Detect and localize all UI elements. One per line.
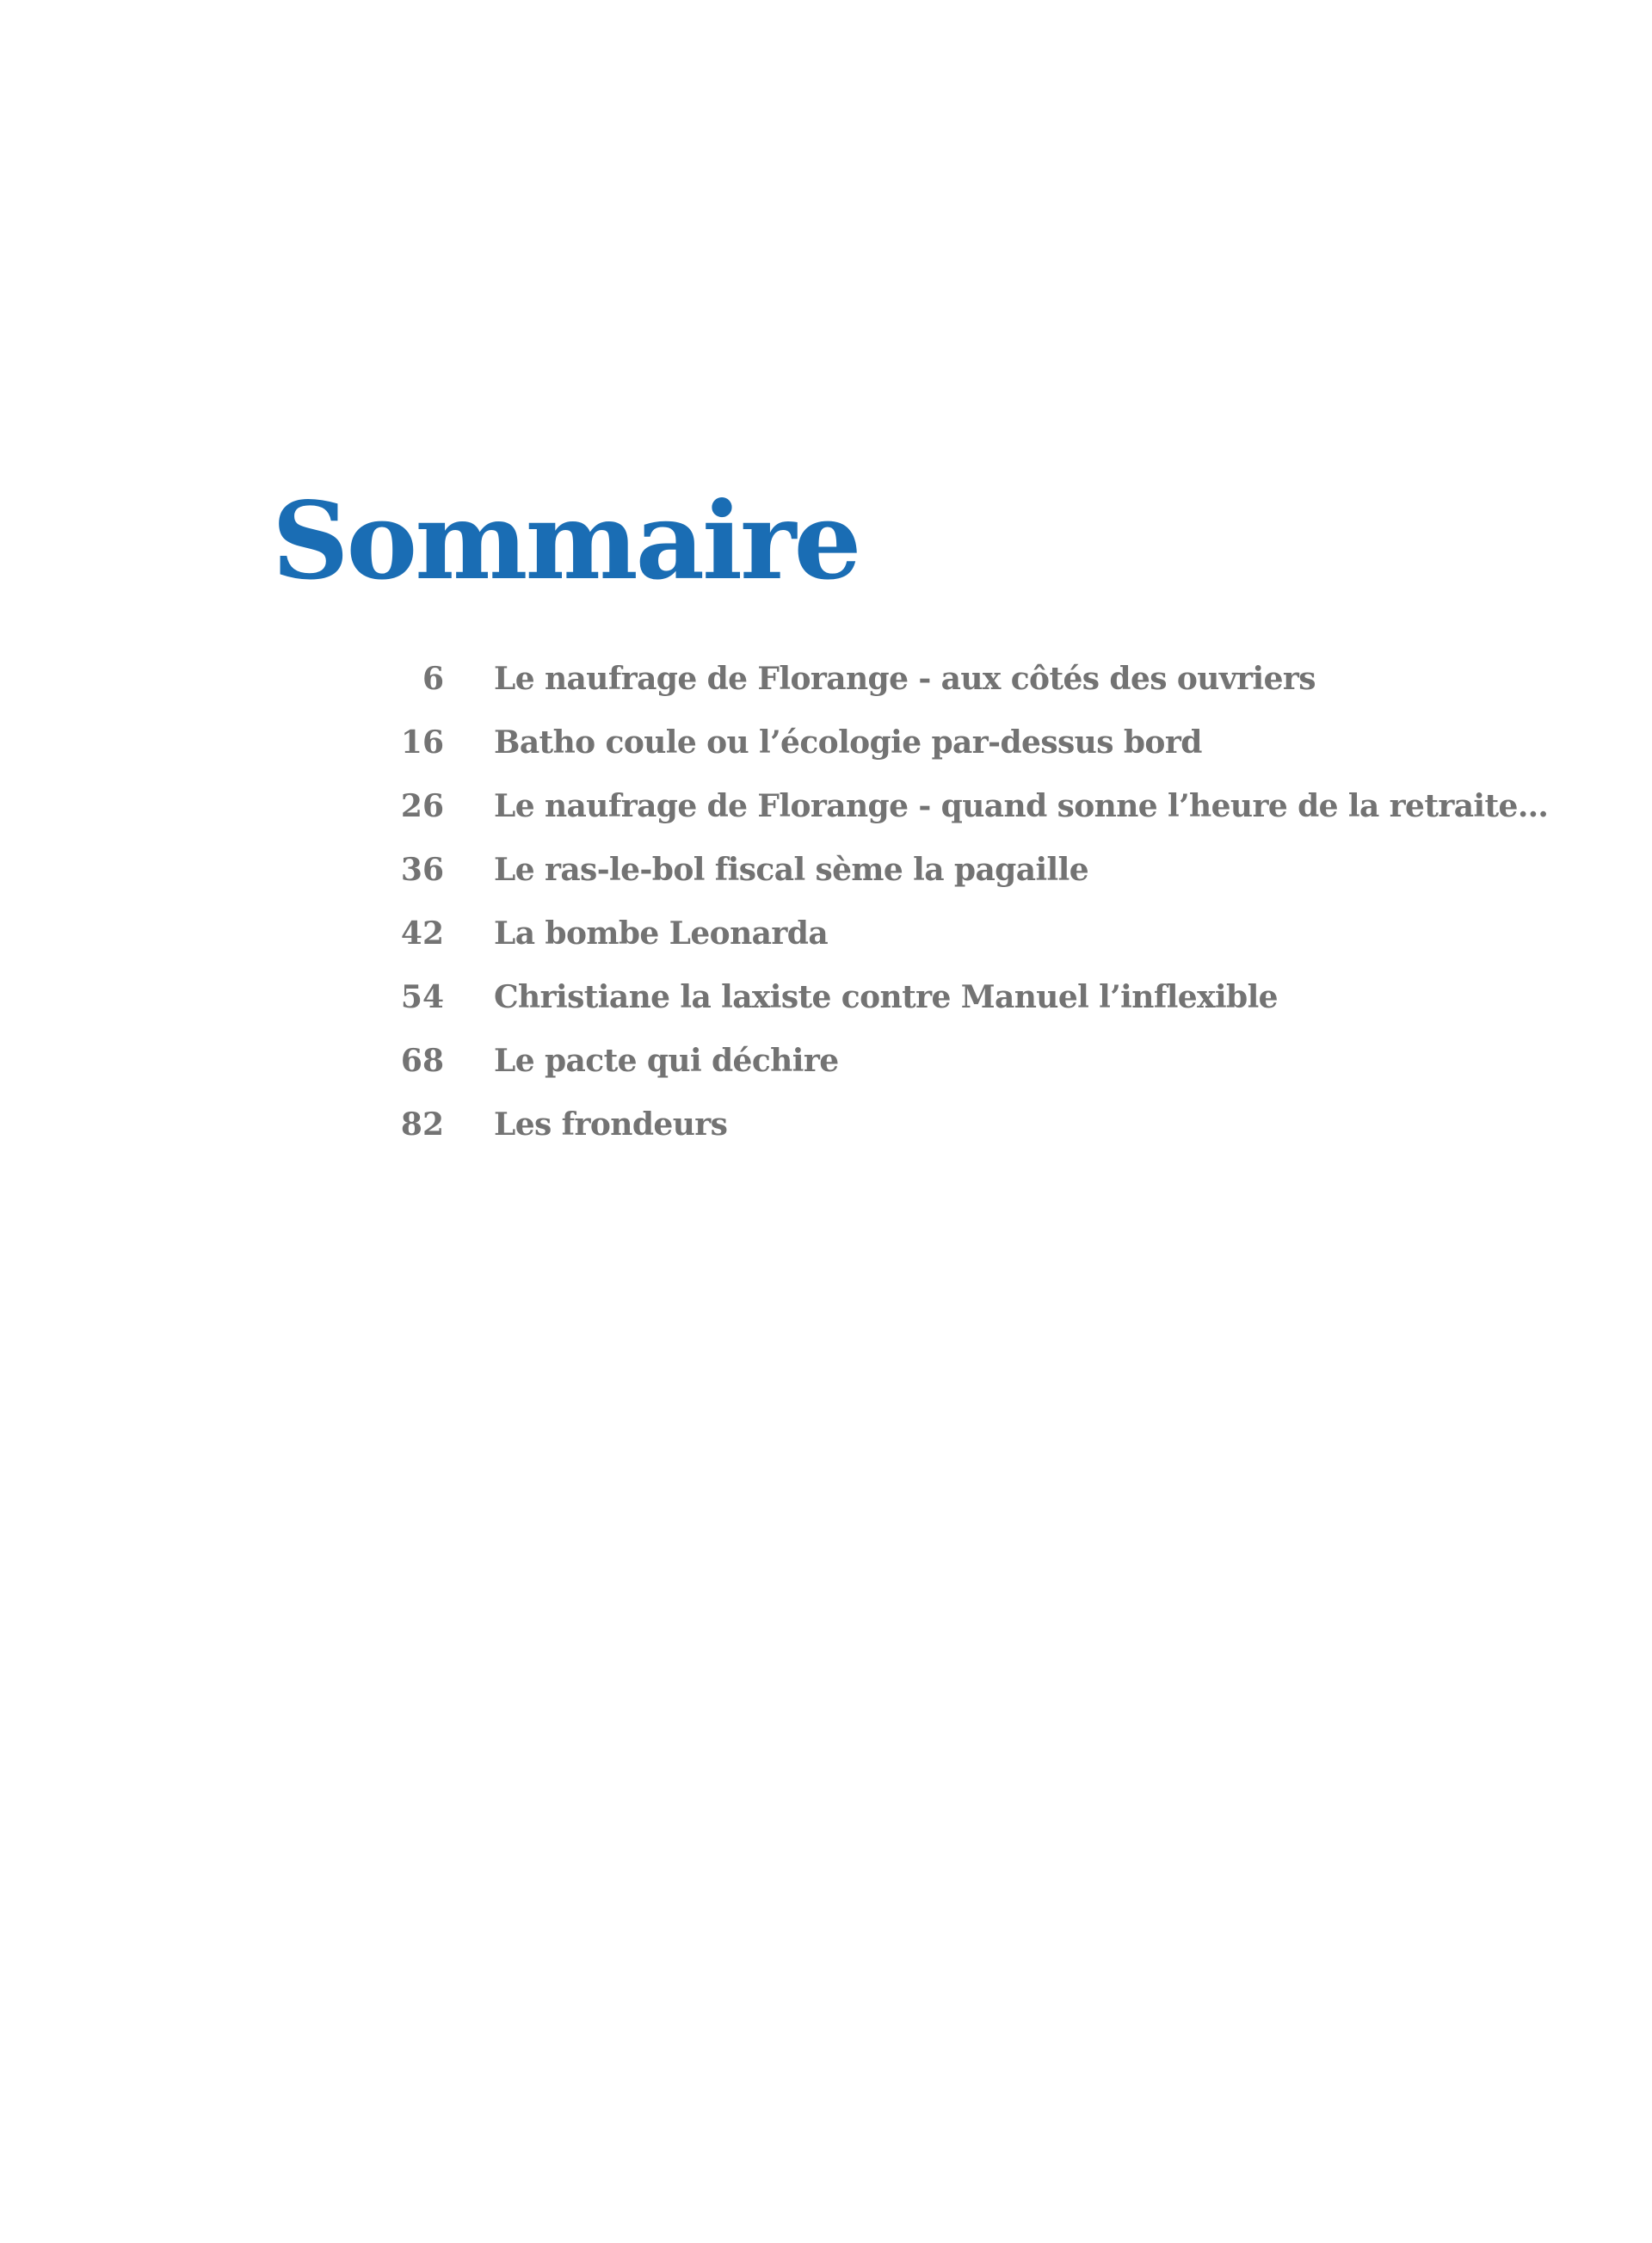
toc-entry [370, 1043, 1626, 1106]
toc-entry-title: Le naufrage de Florange - quand sonne l’heure de la retraite… [494, 788, 1549, 824]
toc-page-number: 54 [400, 979, 444, 1015]
toc-entry-title: Le pacte qui déchire [494, 1043, 839, 1079]
toc-entry [370, 915, 1626, 979]
toc-page-number: 68 [400, 1043, 444, 1079]
toc-entry [370, 979, 1626, 1043]
toc-page-number: 26 [400, 788, 444, 824]
toc-page-number: 82 [400, 1106, 444, 1143]
toc-entry [370, 661, 1626, 724]
toc-page-number: 42 [400, 915, 444, 952]
toc-entry [370, 1106, 1626, 1170]
toc-entry [370, 852, 1626, 915]
toc-entry [370, 788, 1626, 852]
toc-entry-title: Le naufrage de Florange - aux côtés des ouvriers [494, 661, 1316, 697]
toc-entry-title: Les frondeurs [494, 1106, 728, 1143]
toc-entry-title: Christiane la laxiste contre Manuel l’inflexible [494, 979, 1278, 1015]
toc-page-number: 16 [400, 724, 444, 761]
toc-page-number: 36 [400, 852, 444, 888]
toc-page-number: 6 [422, 661, 444, 697]
table-of-contents [370, 661, 1626, 1170]
toc-entry-title: Le ras-le-bol fiscal sème la pagaille [494, 852, 1089, 888]
toc-entry [370, 724, 1626, 788]
toc-entry-title: La bombe Leonarda [494, 915, 829, 952]
toc-entry-title: Batho coule ou l’écologie par-dessus bord [494, 724, 1202, 761]
page-title: Sommaire [272, 479, 860, 604]
